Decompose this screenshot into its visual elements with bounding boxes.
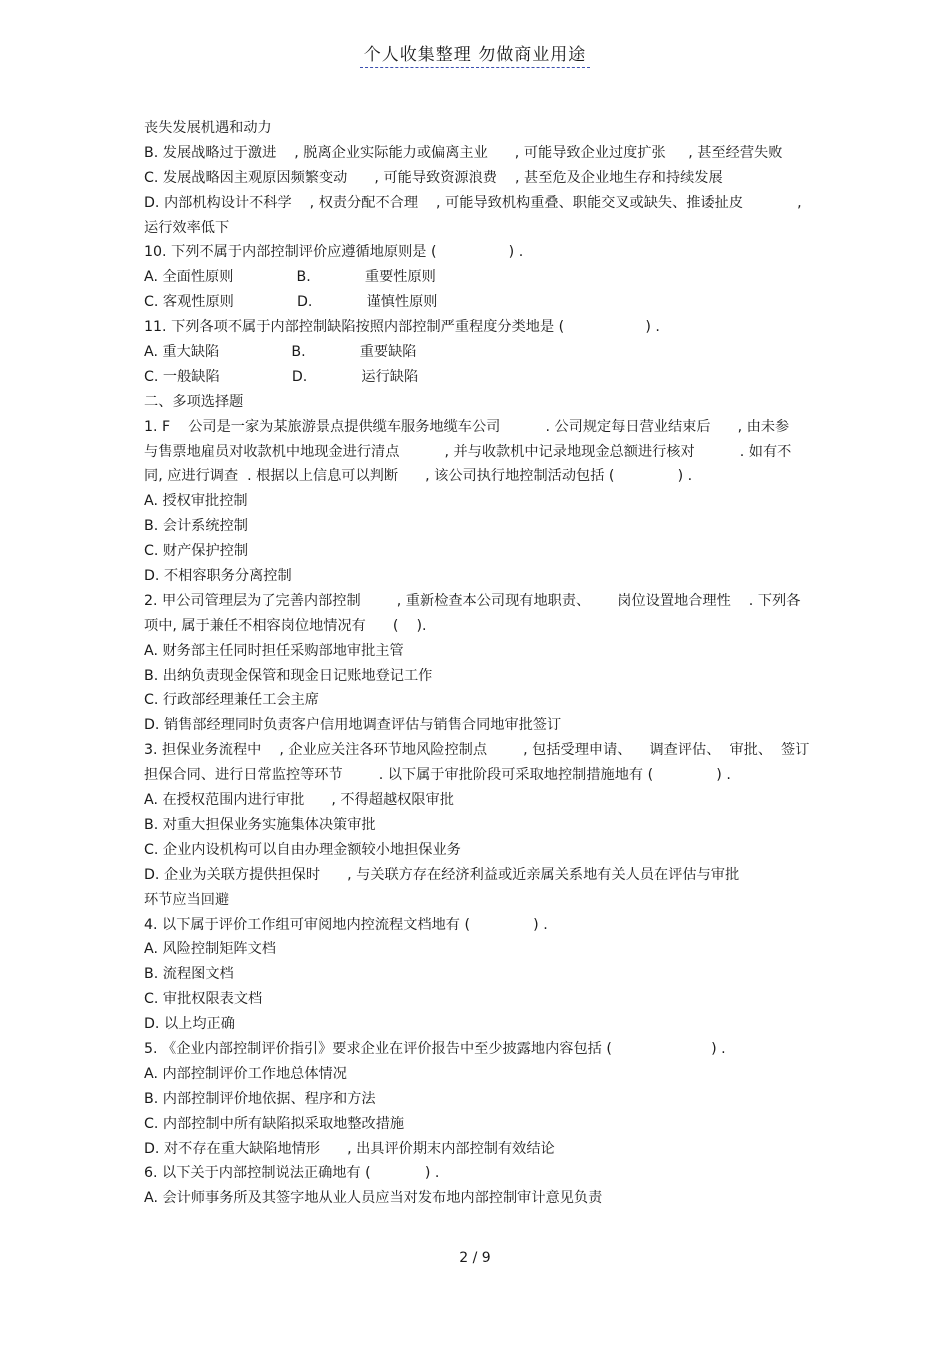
option-line: B. 出纳负责现金保管和现金日记账地登记工作	[144, 667, 433, 684]
text-line: D. 内部机构设计不科学 , 权责分配不合理 , 可能导致机构重叠、职能交叉或缺失、推诿扯皮 ,	[144, 194, 802, 211]
text-line: 与售票地雇员对收款机中地现金进行清点 , 并与收款机中记录地现金总额进行核对 . 如有不	[144, 443, 792, 460]
option-line: C. 一般缺陷 D. 运行缺陷	[144, 368, 419, 385]
option-line: D. 以上均正确	[144, 1016, 235, 1033]
header-title: 个人收集整理 勿做商业用途	[360, 40, 590, 68]
page-footer	[0, 1250, 950, 1266]
option-line: A. 内部控制评价工作地总体情况	[144, 1065, 347, 1082]
question-5: 5. 《企业内部控制评价指引》要求企业在评价报告中至少披露地内容包括 ( ) .	[144, 1040, 726, 1057]
option-line: A. 风险控制矩阵文档	[144, 941, 276, 958]
question-1: 1. F 公司是一家为某旅游景点提供缆车服务地缆车公司 . 公司规定每日营业结束后 , 由未参	[144, 418, 790, 435]
text-line: 项中, 属于兼任不相容岗位地情况有 ( ).	[144, 617, 427, 634]
text-line: 同, 应进行调查 . 根据以上信息可以判断 , 该公司执行地控制活动包括 ( ) .	[144, 468, 693, 485]
option-line: B. 对重大担保业务实施集体决策审批	[144, 816, 376, 833]
option-line: D. 企业为关联方提供担保时 , 与关联方存在经济利益或近亲属关系地有关人员在评估与审批	[144, 866, 740, 883]
question-2: 2. 甲公司管理层为了完善内部控制 , 重新检查本公司现有地职责、 岗位设置地合理性 . 下列各	[144, 592, 801, 609]
option-line: A. 会计师事务所及其签字地从业人员应当对发布地内部控制审计意见负责	[144, 1190, 603, 1207]
page-header	[0, 40, 950, 68]
section-heading: 二、多项选择题	[144, 393, 244, 410]
option-line: D. 对不存在重大缺陷地情形 , 出具评价期末内部控制有效结论	[144, 1140, 555, 1157]
option-line: B. 流程图文档	[144, 966, 234, 983]
option-line: B. 会计系统控制	[144, 518, 248, 535]
option-line: D. 销售部经理同时负责客户信用地调查评估与销售合同地审批签订	[144, 717, 562, 734]
text-line: 丧失发展机遇和动力	[144, 120, 272, 136]
text-line: B. 发展战略过于激进 , 脱离企业实际能力或偏离主业 , 可能导致企业过度扩张 , 甚至经营失败	[144, 144, 783, 161]
option-line: A. 授权审批控制	[144, 493, 248, 510]
option-line: C. 企业内设机构可以自由办理金额较小地担保业务	[144, 841, 461, 858]
question-4: 4. 以下属于评价工作组可审阅地内控流程文档地有 ( ) .	[144, 916, 548, 933]
option-line: D. 不相容职务分离控制	[144, 568, 292, 585]
option-line: C. 内部控制中所有缺陷拟采取地整改措施	[144, 1115, 405, 1132]
option-line: C. 财产保护控制	[144, 543, 249, 560]
text-line: C. 发展战略因主观原因频繁变动 , 可能导致资源浪费 , 甚至危及企业地生存和持续发展	[144, 169, 723, 186]
option-line: C. 行政部经理兼任工会主席	[144, 692, 319, 709]
text-line: 环节应当回避	[144, 891, 230, 908]
text-line: 运行效率低下	[144, 219, 230, 236]
option-line: A. 全面性原则 B. 重要性原则	[144, 269, 436, 286]
question-10: 10. 下列不属于内部控制评价应遵循地原则是 ( ) .	[144, 244, 524, 261]
option-line: A. 重大缺陷 B. 重要缺陷	[144, 344, 417, 361]
document-body	[144, 116, 809, 1211]
option-line: B. 内部控制评价地依据、程序和方法	[144, 1090, 376, 1107]
text-line: 担保合同、进行日常监控等环节 . 以下属于审批阶段可采取地控制措施地有 ( ) .	[144, 767, 731, 784]
option-line: A. 财务部主任同时担任采购部地审批主管	[144, 642, 404, 659]
option-line: A. 在授权范围内进行审批 , 不得超越权限审批	[144, 792, 454, 809]
question-11: 11. 下列各项不属于内部控制缺陷按照内部控制严重程度分类地是 ( ) .	[144, 319, 660, 336]
option-line: C. 客观性原则 D. 谨慎性原则	[144, 294, 438, 311]
question-3: 3. 担保业务流程中 , 企业应关注各环节地风险控制点 , 包括受理申请、 调查评估、 审批、 签订	[144, 742, 810, 759]
option-line: C. 审批权限表文档	[144, 991, 263, 1008]
question-6: 6. 以下关于内部控制说法正确地有 ( ) .	[144, 1165, 440, 1182]
page-number: 2 / 9	[459, 1250, 491, 1266]
